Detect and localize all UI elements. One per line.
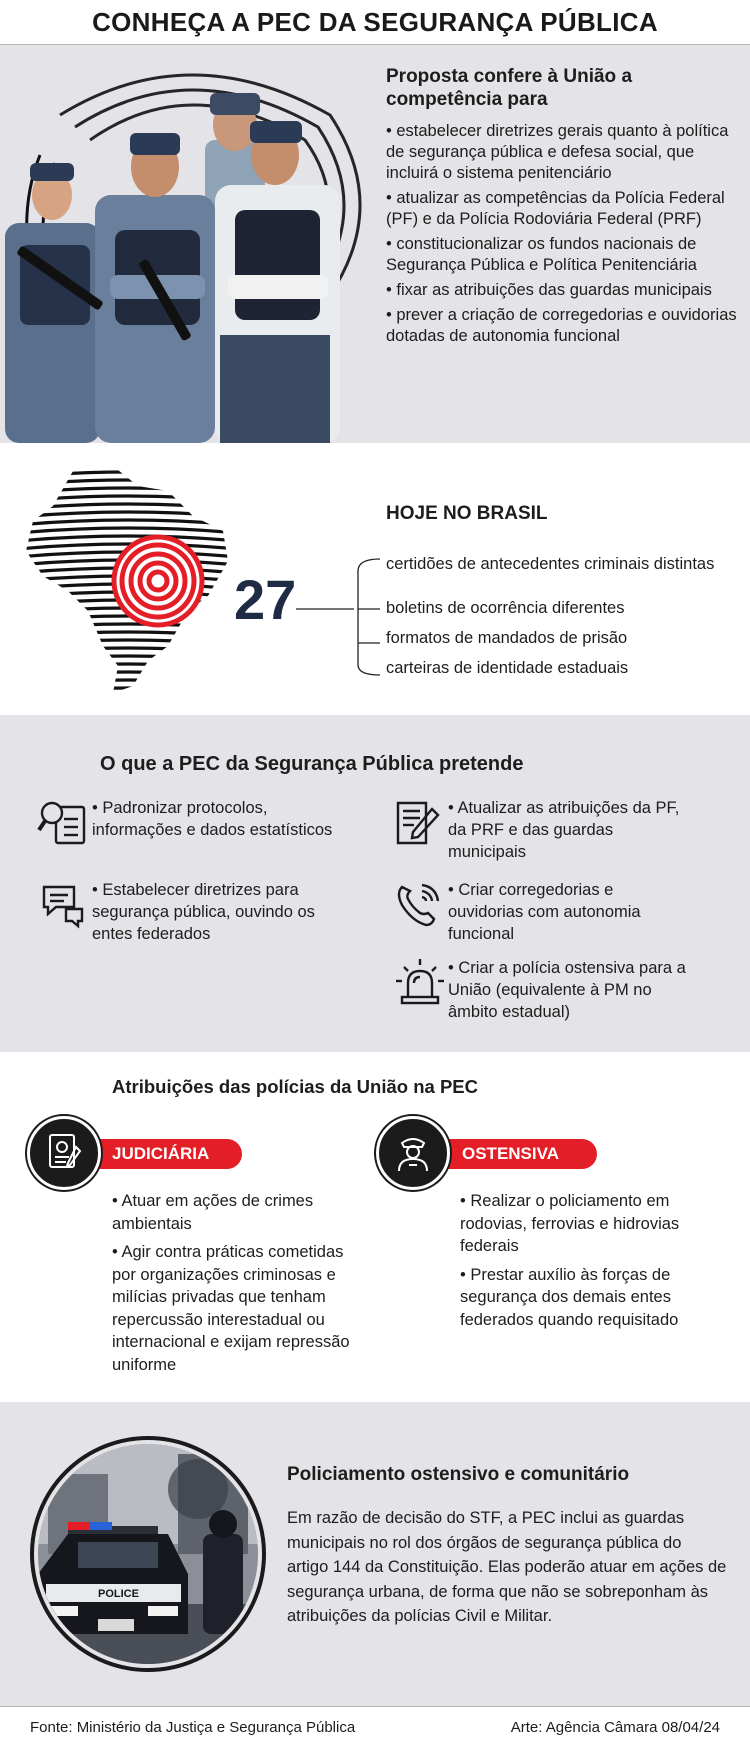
list-item: • fixar as atribuições das guardas municipais [386,281,712,299]
list-item: formatos de mandados de prisão [386,629,628,647]
goal-text: • Criar corregedorias e ouvidorias com autonomia funcional [448,881,641,943]
siren-icon [392,957,448,1007]
footer [0,1706,750,1749]
document-badge-icon [42,1131,86,1175]
chat-bubbles-icon [36,879,92,929]
page-title: CONHEÇA A PEC DA SEGURANÇA PÚBLICA [92,6,658,37]
police-officers-illustration [0,45,380,443]
proposta-heading: Proposta confere à União a competência para [386,66,633,110]
goal-item [392,797,692,863]
list-item: • Prestar auxílio às forças de segurança dos demais entes federados quando requisitado [460,1265,679,1329]
title-bar [0,0,750,45]
list-item: • Atuar em ações de crimes ambientais [112,1192,314,1233]
hoje-heading: HOJE NO BRASIL [386,503,548,524]
art-credit: Arte: Agência Câmara 08/04/24 [510,1719,720,1736]
ostensiva-emblem [376,1116,450,1190]
goal-text: • Atualizar as atribuições da PF, da PRF e das guardas municipais [448,799,680,861]
list-item: • Realizar o policiamento em rodovias, ferrovias e hidrovias federais [460,1192,680,1255]
list-item: • estabelecer diretrizes gerais quanto à política de segurança pública e defesa social, que incluirá o sistema penitenciário [386,122,729,182]
list-item: • Agir contra práticas cometidas por organizações criminosas e milícias privadas que tenham repercussão interestadual ou internacional e exijam repressão uniforme [112,1243,350,1374]
judiciaria-emblem [27,1116,101,1190]
list-item: • atualizar as competências da Polícia Federal (PF) e da Polícia Rodoviária Federal (PRF) [386,189,725,228]
hoje-section [0,443,750,715]
brazil-map-icon [18,461,238,696]
hoje-facts [386,555,741,677]
policiamento-section [0,1402,750,1706]
list-item: • prever a criação de corregedorias e ouvidorias dotadas de autonomia funcional [386,306,737,345]
source-credit: Fonte: Ministério da Justiça e Segurança Pública [30,1719,356,1736]
connector-lines [296,557,386,677]
list-item: certidões de antecedentes criminais distintas [386,555,715,573]
goal-text: • Criar a polícia ostensiva para a União (equivalente à PM no âmbito estadual) [448,959,686,1021]
phone-call-icon [392,879,448,929]
proposta-list [386,121,742,347]
policiamento-heading: Policiamento ostensivo e comunitário [287,1464,630,1485]
list-item: carteiras de identidade estaduais [386,659,629,677]
goal-item [392,957,692,1023]
atribuicoes-heading: Atribuições das polícias da União na PEC [112,1076,478,1097]
document-pen-icon [392,797,448,847]
goal-text: • Estabelecer diretrizes para segurança pública, ouvindo os entes federados [92,881,315,943]
police-officer-icon [391,1131,435,1175]
judiciaria-badge: JUDICIÁRIA [92,1139,242,1169]
judiciaria-list [112,1190,352,1382]
list-item: boletins de ocorrência diferentes [386,599,625,617]
proposta-section [0,45,750,443]
pretende-section [0,715,750,1052]
goal-item [36,879,336,945]
police-car-illustration [28,1434,268,1674]
car-plate-text: POLICE [98,1588,139,1600]
ostensiva-list [460,1190,720,1337]
policiamento-text: Em razão de decisão do STF, a PEC inclui as guardas municipais no rol dos órgãos de segurança pública do artigo 144 da Constituição. Elas poderão atuar em ações de segurança urbana, de forma que não se sobreponham às atribuições da polícias Civil e Militar. [287,1509,727,1625]
atribuicoes-section [0,1052,750,1402]
list-item: • constitucionalizar os fundos nacionais de Segurança Pública e Política Penitenciária [386,235,697,274]
ostensiva-badge: OSTENSIVA [442,1139,597,1169]
goal-item [392,879,692,945]
magnifier-document-icon [36,797,92,847]
goal-text: • Padronizar protocolos, informações e dados estatísticos [92,799,333,839]
goal-item [36,797,336,847]
pretende-heading: O que a PEC da Segurança Pública pretende [100,753,524,775]
count-number: 27 [234,568,297,631]
